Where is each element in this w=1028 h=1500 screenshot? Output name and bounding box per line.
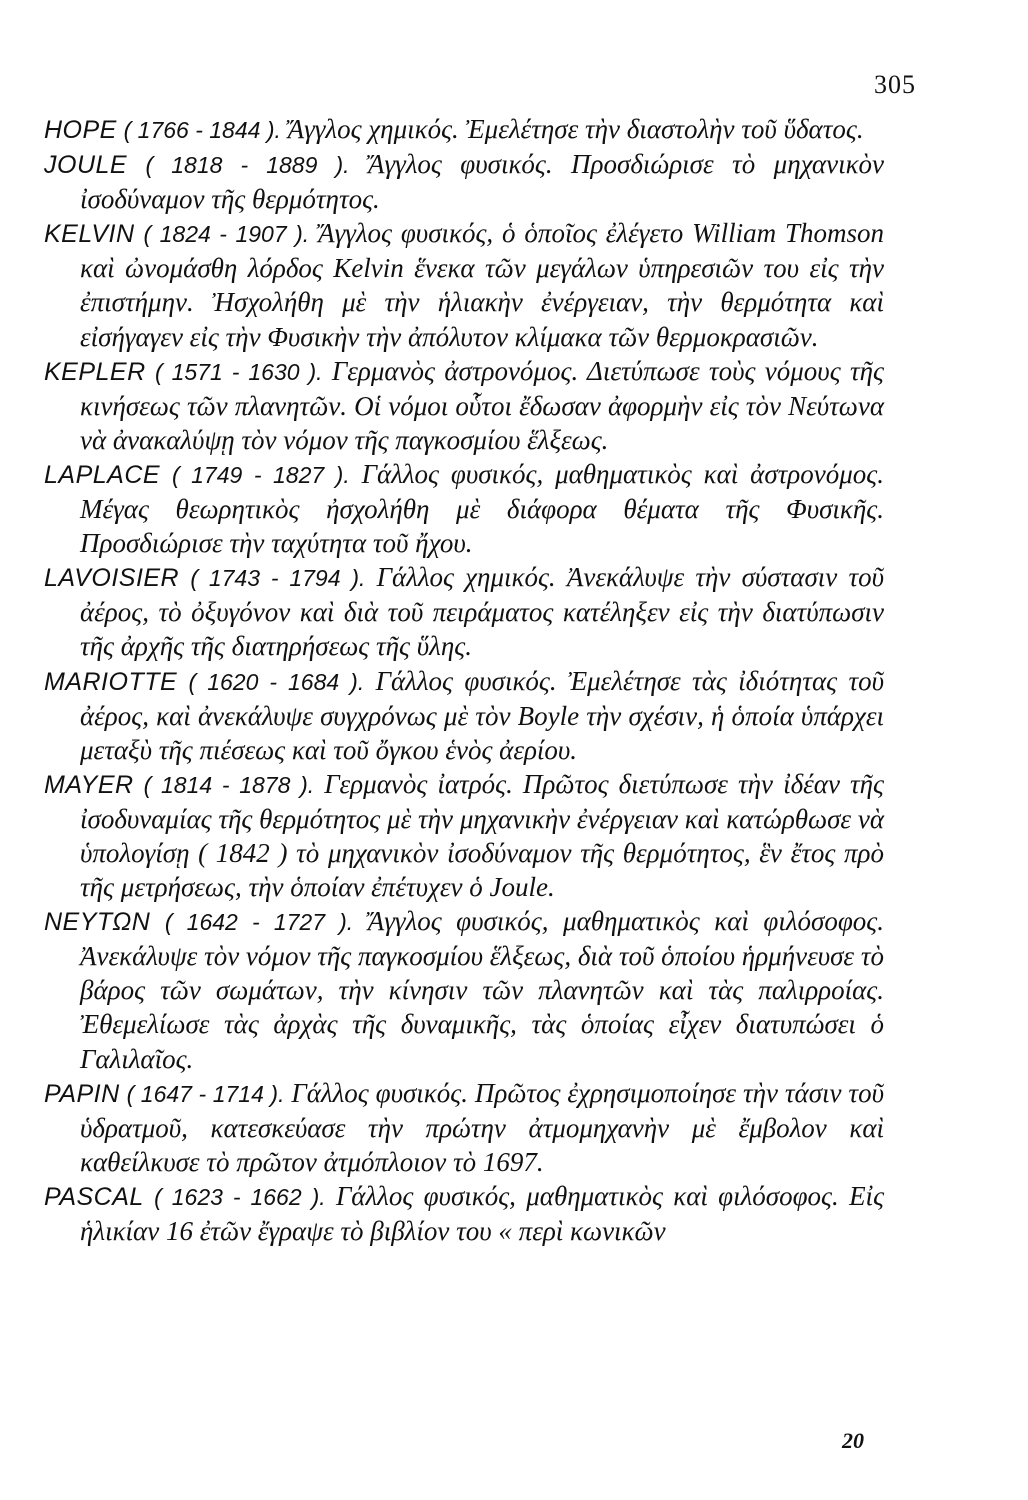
entry-name: KEPLER <box>44 357 146 386</box>
entry-text: Γάλλος φυσικός. Πρῶτος ἐχρησιμοποίησε τὴν τάσιν τοῦ ὑδρατμοῦ, κατεσκεύασε τὴν πρώτην ἀτμομηχανὴν μὲ ἔμβολον καὶ καθείλκυσε τὸ πρῶτον ἀτμόπλοιον τὸ 1697. <box>80 1077 884 1177</box>
entry-dates: ( 1571 - 1630 ). <box>155 358 323 385</box>
entry-name: HOPE <box>44 116 117 144</box>
entry-pascal <box>44 1179 884 1248</box>
entry-name: PAPIN <box>44 1079 120 1108</box>
entry-text: Γάλλος φυσικός. Ἐμελέτησε τὰς ἰδιότητας τοῦ ἀέρος, καὶ ἀνεκάλυψε συγχρόνως μὲ τὸν Boyle τὴν σχέσιν, ἡ ὁποία ὑπάρχει μεταξὺ τῆς πιέσεως καὶ τοῦ ὄγκου ἑνὸς ἀερίου. <box>80 665 884 765</box>
entry-text: Γάλλος φυσικός, μαθηματικὸς καὶ φιλόσοφος. Εἰς ἡλικίαν 16 ἐτῶν ἔγραψε τὸ βιβλίον του « περὶ κωνικῶν <box>80 1180 885 1246</box>
glossary-entries <box>44 112 884 1248</box>
entry-name: LAPLACE <box>44 460 161 489</box>
entry-text: Ἄγγλος χημικός. Ἐμελέτησε τὴν διαστολὴν τοῦ ὕδατος. <box>287 114 864 144</box>
entry-text: Γάλλος φυσικός, μαθηματικὸς καὶ ἀστρονόμος. Μέγας θεωρητικὸς ἠσχολήθη μὲ διάφορα θέματα τῆς Φυσικῆς. Προσδιώρισε τὴν ταχύτητα τοῦ ἤχου. <box>80 458 885 559</box>
entry-dates: ( 1818 - 1889 ). <box>145 152 350 179</box>
entry-text: Γάλλος χημικός. Ἀνεκάλυψε τὴν σύστασιν τοῦ ἀέρος, τὸ ὀξυγόνον καὶ διὰ τοῦ πειράματος κατέληξεν εἰς τὴν διατύπωσιν τῆς ἀρχῆς τῆς διατηρήσεως τῆς ὕλης. <box>80 562 885 662</box>
entry-dates: ( 1743 - 1794 ). <box>190 565 366 592</box>
entry-joule <box>44 147 884 216</box>
entry-dates: ( 1623 - 1662 ). <box>154 1183 326 1210</box>
signature-mark: 20 <box>842 1428 864 1453</box>
entry-name: PASCAL <box>44 1182 144 1211</box>
entry-dates: ( 1620 - 1684 ). <box>188 668 365 695</box>
entry-name: MARIOTTE <box>44 667 178 696</box>
entry-hope <box>44 112 884 147</box>
entry-text: Ἄγγλος φυσικός, μαθηματικὸς καὶ φιλόσοφος. Ἀνεκάλυψε τὸν νόμον τῆς παγκοσμίου ἕλξεως, διὰ τοῦ ὁποίου ἡρμήνευσε τὸ βάρος τῶν σωμάτων, τὴν κίνησιν τῶν πλανητῶν καὶ τὰς παλιρροίας. Ἐθεμελίωσε τὰς ἀρχὰς τῆς δυναμικῆς, τὰς ὁποίας εἶχεν διατυπώσει ὁ Γαλιλαῖος. <box>80 906 884 1074</box>
entry-kelvin <box>44 216 884 353</box>
entry-dates: ( 1766 - 1844 ). <box>123 117 281 143</box>
entry-text: Ἄγγλος φυσικός. Προσδιώρισε τὸ μηχανικὸν ἰσοδύναμον τῆς θερμότητος. <box>80 149 885 215</box>
entry-text: Γερμανὸς ἰατρός. Πρῶτος διετύπωσε τὴν ἰδέαν τῆς ἰσοδυναμίας τῆς θερμότητος μὲ τὴν μηχανικὴν ἐνέργειαν καὶ κατώρθωσε νὰ ὑπολογίσῃ ( 1842 ) τὸ μηχανικὸν ἰσοδύναμον τῆς θερμότητος, ἓν ἔτος πρὸ τῆς μετρήσεως, τὴν ὁποίαν ἐπέτυχεν ὁ Joule. <box>80 768 884 903</box>
entry-name: KELVIN <box>44 220 135 249</box>
entry-name: LAVOISIER <box>44 564 180 593</box>
entry-dates: ( 1647 - 1714 ). <box>126 1080 285 1107</box>
entry-name: JOULE <box>44 151 128 180</box>
entry-dates: ( 1814 - 1878 ). <box>143 771 315 798</box>
entry-lavoisier <box>44 560 884 663</box>
entry-dates: ( 1749 - 1827 ). <box>171 461 350 488</box>
entry-text: Ἄγγλος φυσικός, ὁ ὁποῖος ἐλέγετο William Thomson καὶ ὠνομάσθη λόρδος Kelvin ἕνεκα τῶν μεγάλων ὑπηρεσιῶν του εἰς τὴν ἐπιστήμην. Ἠσχολήθη μὲ τὴν ἡλιακὴν ἐνέργειαν, τὴν θερμότητα καὶ εἰσήγαγεν εἰς τὴν Φυσικὴν τὴν ἀπόλυτον κλίμακα τῶν θερμοκρασιῶν. <box>80 218 884 352</box>
entry-papin <box>44 1076 884 1179</box>
entry-dates: ( 1642 - 1727 ). <box>164 909 354 936</box>
entry-dates: ( 1824 - 1907 ). <box>143 221 310 248</box>
entry-kepler <box>44 354 884 457</box>
entry-laplace <box>44 457 884 560</box>
entry-text: Γερμανὸς ἀστρονόμος. Διετύπωσε τοὺς νόμους τῆς κινήσεως τῶν πλανητῶν. Οἱ νόμοι οὗτοι ἔδωσαν ἀφορμὴν εἰς τὸν Νεύτωνα νὰ ἀνακαλύψῃ τὸν νόμον τῆς παγκοσμίου ἕλξεως. <box>80 355 884 455</box>
entry-name: ΝΕΥΤΩΝ <box>44 908 151 937</box>
entry-mariotte <box>44 664 884 767</box>
page-number: 305 <box>874 70 916 99</box>
entry-name: MAYER <box>44 770 134 799</box>
entry-newton <box>44 904 884 1075</box>
entry-mayer <box>44 767 884 904</box>
